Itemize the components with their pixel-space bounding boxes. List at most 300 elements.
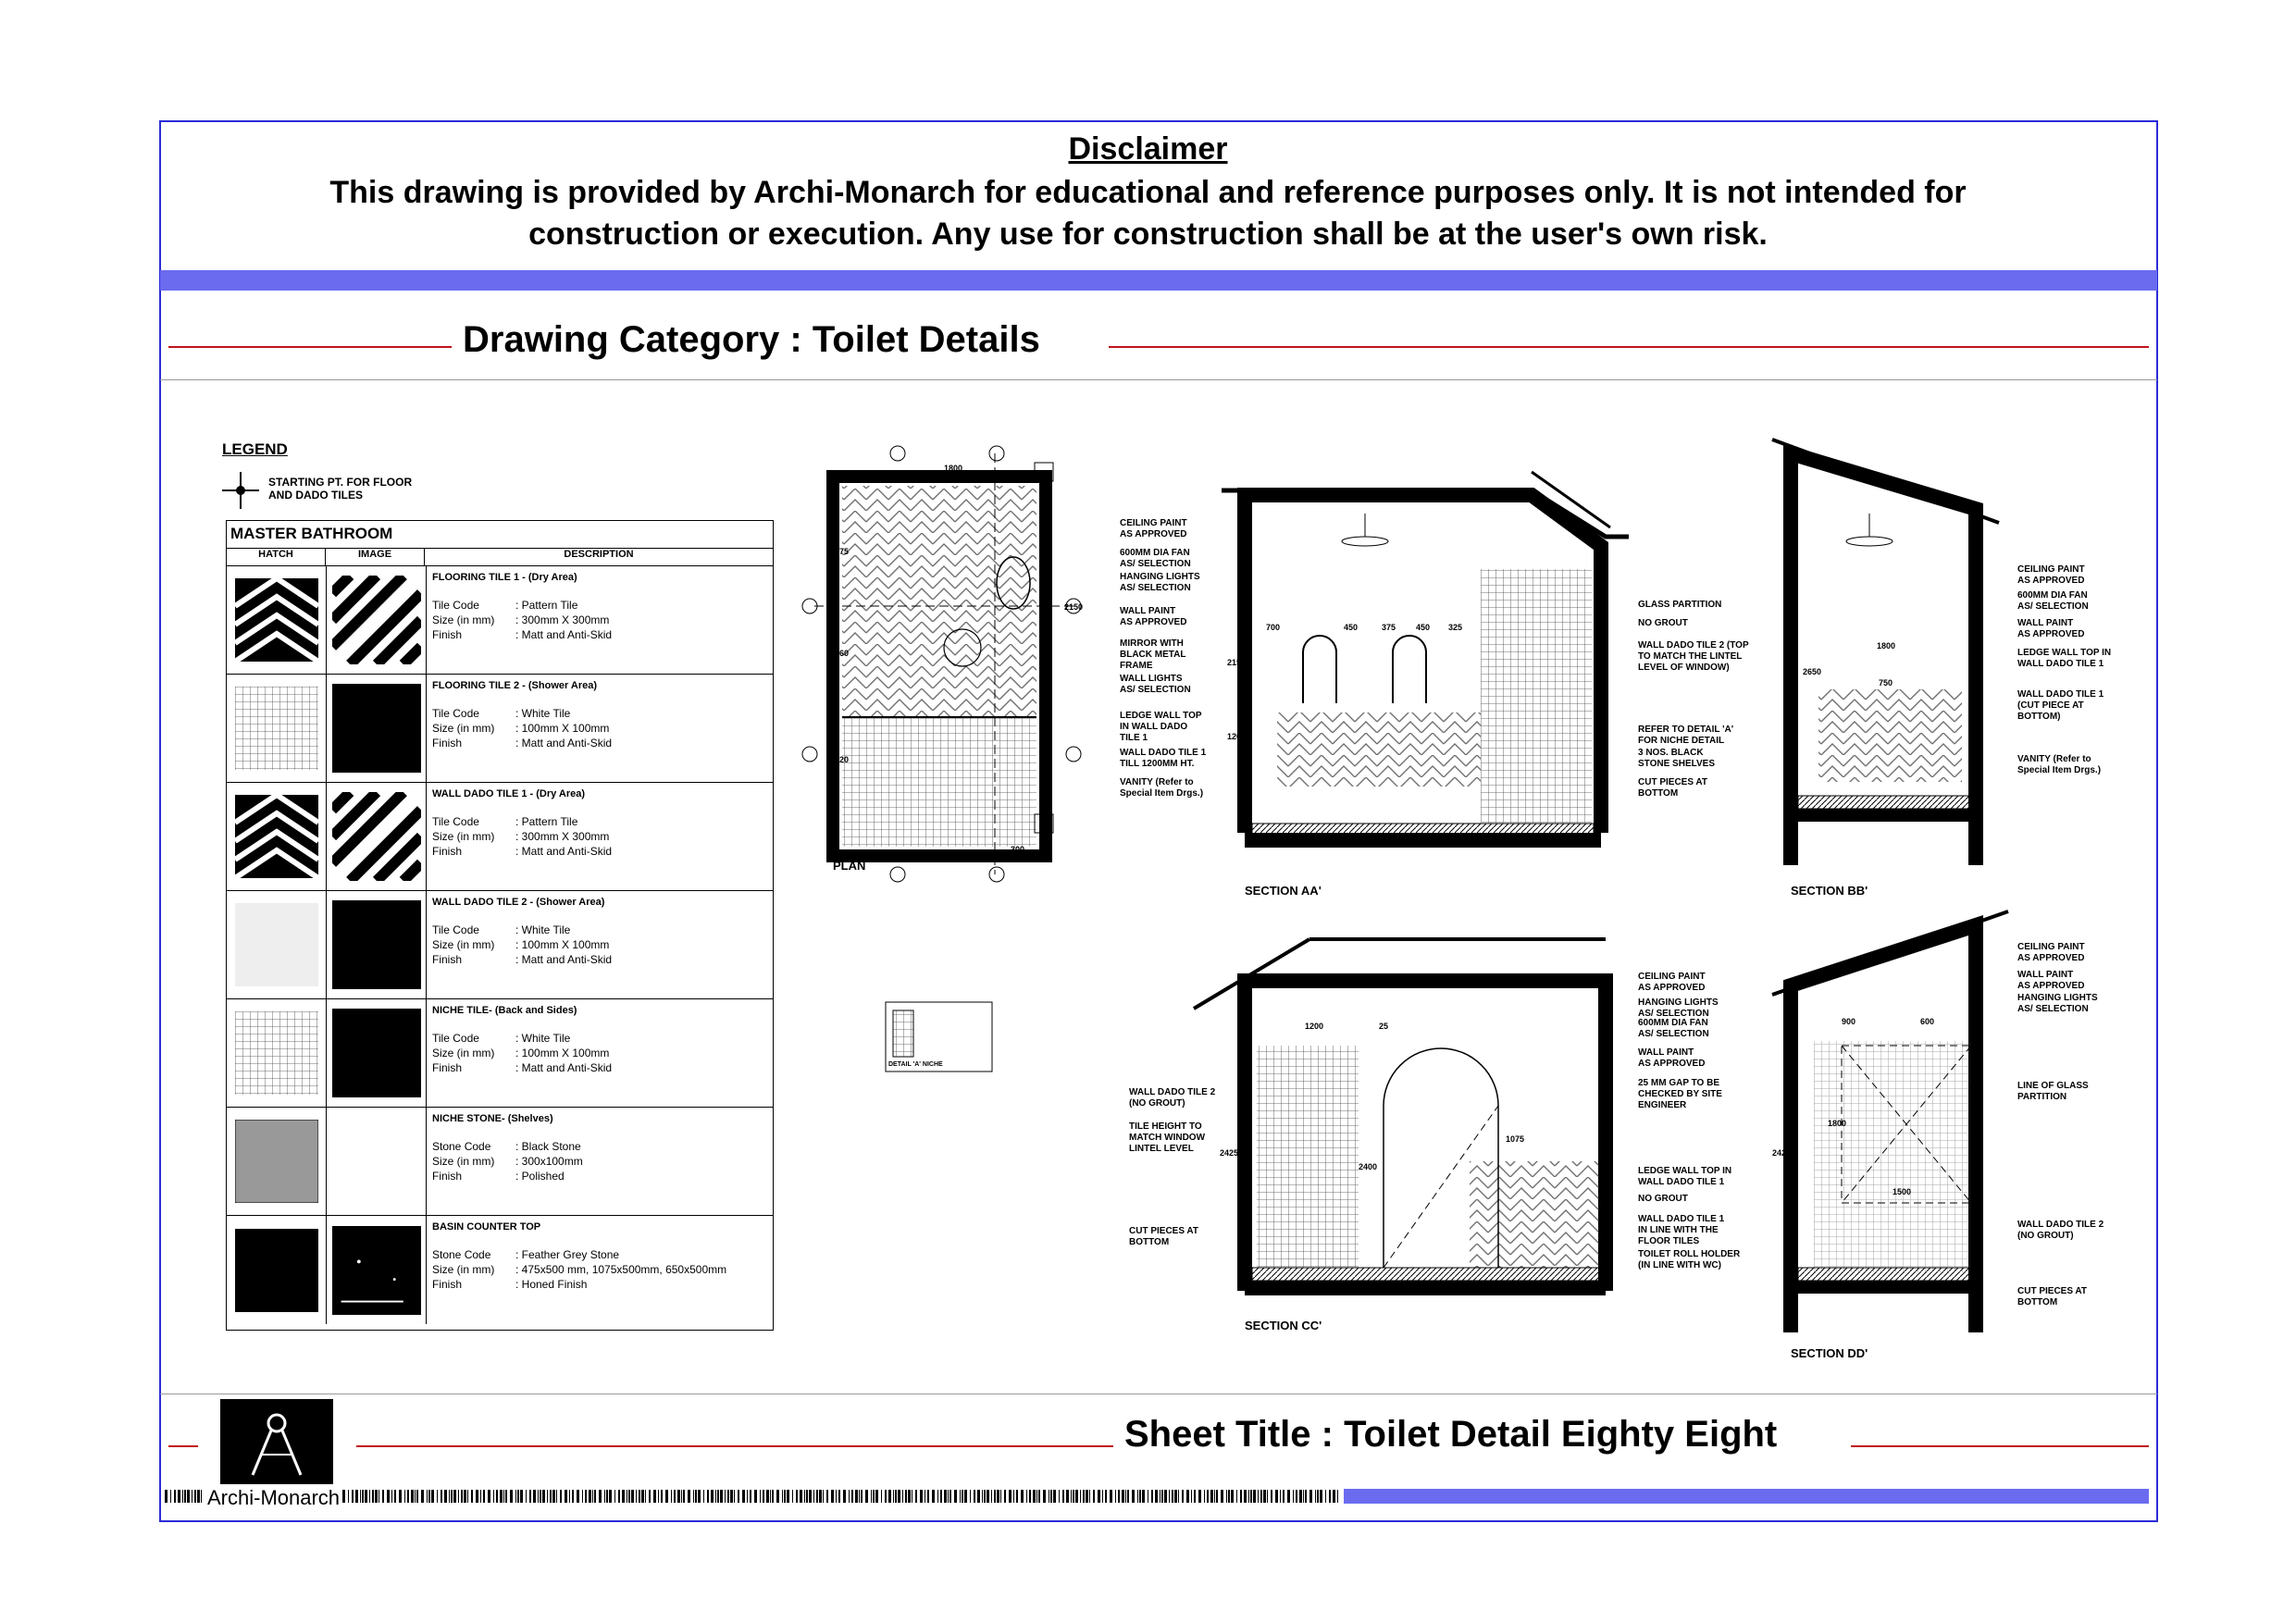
barcode-bar xyxy=(984,1490,986,1503)
barcode-bar xyxy=(552,1490,555,1503)
barcode-bar xyxy=(703,1490,704,1503)
sheet-rule-c xyxy=(1851,1445,2149,1447)
legend-item-title: WALL DADO TILE 1 - (Dry Area) xyxy=(432,788,586,799)
barcode-bar xyxy=(197,1490,200,1503)
col-hatch: HATCH xyxy=(227,549,326,565)
barcode-bar xyxy=(1271,1490,1272,1503)
barcode-bar xyxy=(1287,1490,1290,1503)
section-aa-drawing xyxy=(1222,472,1629,848)
legend-field: Finish : Matt and Anti-Skid xyxy=(432,737,613,750)
barcode-bar xyxy=(885,1490,887,1503)
col-description: DESCRIPTION xyxy=(564,549,634,560)
legend-title: LEGEND xyxy=(222,440,288,458)
barcode-bar xyxy=(800,1490,802,1503)
section-dd-drawing xyxy=(1772,911,2008,1332)
dimension-aa: 1200 xyxy=(1227,732,1247,741)
legend-field: Size (in mm) : 100mm X 100mm xyxy=(432,938,610,951)
sheet-rule-b xyxy=(356,1445,1113,1447)
barcode-bar xyxy=(488,1490,490,1503)
section-bb-title: SECTION BB' xyxy=(1791,884,1868,898)
barcode-bar xyxy=(1296,1490,1297,1503)
callout-bb: LEDGE WALL TOP IN WALL DADO TILE 1 xyxy=(2017,648,2112,669)
barcode-bar xyxy=(1216,1490,1218,1503)
barcode-bar xyxy=(1102,1490,1103,1503)
barcode-bar xyxy=(954,1490,957,1503)
barcode-bar xyxy=(1267,1490,1268,1503)
barcode-bar xyxy=(1142,1490,1145,1503)
callout-dd: WALL DADO TILE 2 (NO GROUT) xyxy=(2017,1220,2104,1241)
callout-cc: TOILET ROLL HOLDER (IN LINE WITH WC) xyxy=(1638,1249,1741,1270)
barcode-bar xyxy=(970,1490,971,1503)
barcode-bar xyxy=(1317,1490,1319,1503)
callout-aa: VANITY (Refer to Special Item Drgs.) xyxy=(1120,777,1204,799)
barcode-bar xyxy=(1194,1490,1196,1503)
callout-cc: TILE HEIGHT TO MATCH WINDOW LINTEL LEVEL xyxy=(1129,1121,1206,1154)
barcode-bar xyxy=(1062,1490,1064,1503)
barcode-bar xyxy=(387,1490,390,1503)
plan-drawing xyxy=(802,446,1084,882)
legend-field: Tile Code : White Tile xyxy=(432,923,571,936)
legend-field: Size (in mm) : 100mm X 100mm xyxy=(432,1047,610,1059)
brand-name: Archi-Monarch xyxy=(207,1486,341,1509)
barcode-bar xyxy=(766,1490,769,1503)
barcode-bar xyxy=(1280,1490,1281,1503)
barcode-bar xyxy=(170,1490,171,1503)
barcode-bar xyxy=(776,1490,779,1503)
barcode-bar xyxy=(1093,1490,1095,1503)
callout-aa: LEDGE WALL TOP IN WALL DADO TILE 1 xyxy=(1120,711,1202,743)
barcode-bar xyxy=(1303,1490,1304,1503)
dimension-dd: 1500 xyxy=(1893,1187,1912,1196)
callout-aa: WALL LIGHTS AS/ SELECTION xyxy=(1120,674,1191,695)
callout-aa: HANGING LIGHTS AS/ SELECTION xyxy=(1120,572,1200,593)
callout-bb: CEILING PAINT AS APPROVED xyxy=(2017,564,2085,586)
barcode-bar xyxy=(849,1490,850,1503)
barcode-bar xyxy=(1169,1490,1170,1503)
barcode-bar xyxy=(604,1490,605,1503)
barcode-bar xyxy=(618,1490,620,1503)
barcode-bar xyxy=(1178,1490,1179,1503)
barcode-bar xyxy=(813,1490,814,1503)
barcode-bar xyxy=(352,1490,354,1503)
legend-field: Size (in mm) : 475x500 mm, 1075x500mm, 650x500mm xyxy=(432,1263,727,1276)
barcode-bar xyxy=(592,1490,593,1503)
legend-field: Finish : Honed Finish xyxy=(432,1278,588,1291)
barcode-bar xyxy=(1174,1490,1177,1503)
section-cc-title: SECTION CC' xyxy=(1245,1319,1322,1332)
barcode-bar xyxy=(1089,1490,1090,1503)
barcode-bar xyxy=(391,1490,392,1503)
barcode-bar xyxy=(540,1490,541,1503)
dimension-aa: 450 xyxy=(1416,623,1431,632)
barcode-bar xyxy=(628,1490,630,1503)
legend-field: Finish : Matt and Anti-Skid xyxy=(432,845,613,858)
callout-aa: REFER TO DETAIL 'A' FOR NICHE DETAIL xyxy=(1638,725,1734,746)
barcode-bar xyxy=(467,1490,468,1503)
legend-table-title: MASTER BATHROOM xyxy=(227,521,773,549)
barcode-bar xyxy=(369,1490,370,1503)
barcode-bar xyxy=(881,1490,882,1503)
callout-cc: 25 MM GAP TO BE CHECKED BY SITE ENGINEER xyxy=(1638,1078,1722,1110)
barcode-bar xyxy=(639,1490,640,1503)
dimension-plan: 300 xyxy=(1011,845,1025,854)
barcode-bar xyxy=(1337,1490,1338,1503)
barcode-bar xyxy=(362,1490,364,1503)
barcode-bar xyxy=(1038,1490,1040,1503)
barcode-bar xyxy=(631,1490,634,1503)
legend-start-point-label: STARTING PT. FOR FLOOR AND DADO TILES xyxy=(268,476,413,502)
dimension-plan: 1500 xyxy=(935,850,954,860)
barcode-bar xyxy=(594,1490,596,1503)
dimension-plan: 2150 xyxy=(1064,602,1084,612)
section-dd-title: SECTION DD' xyxy=(1791,1346,1868,1360)
barcode-bar xyxy=(898,1490,900,1503)
barcode-bar xyxy=(920,1490,923,1503)
legend-item-title: WALL DADO TILE 2 - (Shower Area) xyxy=(432,897,605,908)
barcode-bar xyxy=(480,1490,481,1503)
barcode-bar xyxy=(496,1490,498,1503)
legend-field: Size (in mm) : 300mm X 300mm xyxy=(432,613,610,626)
callout-bb: 600MM DIA FAN AS/ SELECTION xyxy=(2017,590,2089,612)
barcode-bar xyxy=(962,1490,963,1503)
legend-field: Size (in mm) : 300mm X 300mm xyxy=(432,830,610,843)
barcode-bar xyxy=(1207,1490,1209,1503)
barcode-bar xyxy=(510,1490,513,1503)
barcode-bar xyxy=(750,1490,751,1503)
barcode-bar xyxy=(483,1490,485,1503)
callout-aa: 600MM DIA FAN AS/ SELECTION xyxy=(1120,548,1191,569)
barcode-bar xyxy=(1151,1490,1153,1503)
detail-a-title: DETAIL 'A' NICHE xyxy=(888,1061,943,1068)
barcode-bar xyxy=(859,1490,860,1503)
barcode-bar xyxy=(437,1490,438,1503)
barcode-bar xyxy=(1293,1490,1294,1503)
barcode-bar xyxy=(453,1490,456,1503)
barcode-bar xyxy=(165,1490,168,1503)
barcode-bar xyxy=(937,1490,938,1503)
callout-dd: CEILING PAINT AS APPROVED xyxy=(2017,942,2085,963)
barcode-bar xyxy=(944,1490,947,1503)
dimension-cc: 2425 xyxy=(1220,1148,1239,1158)
barcode-bar xyxy=(614,1490,615,1503)
callout-cc: NO GROUT xyxy=(1638,1194,1688,1204)
barcode-bar xyxy=(707,1490,709,1503)
dimension-dd: 2425 xyxy=(1772,1148,1792,1158)
legend-field: Finish : Matt and Anti-Skid xyxy=(432,628,613,641)
barcode-bar xyxy=(1029,1490,1031,1503)
barcode-bar xyxy=(806,1490,808,1503)
barcode-bar xyxy=(658,1490,659,1503)
barcode-bar xyxy=(738,1490,739,1503)
dimension-aa: 450 xyxy=(1344,623,1359,632)
barcode-bar xyxy=(1228,1490,1230,1503)
legend-field: Tile Code : White Tile xyxy=(432,1032,571,1045)
barcode-bar xyxy=(671,1490,672,1503)
barcode-bar xyxy=(415,1490,416,1503)
barcode-bar xyxy=(653,1490,656,1503)
barcode-bar xyxy=(184,1490,186,1503)
legend-item-title: FLOORING TILE 1 - (Dry Area) xyxy=(432,572,577,583)
barcode-bar xyxy=(991,1490,992,1503)
dimension-bb: 2650 xyxy=(1803,667,1822,676)
barcode-bar xyxy=(796,1490,798,1503)
dimension-cc: 1075 xyxy=(1506,1134,1525,1144)
barcode-bar xyxy=(533,1490,536,1503)
barcode-bar xyxy=(1118,1490,1120,1503)
callout-aa: 3 NOS. BLACK STONE SHELVES xyxy=(1638,748,1715,769)
barcode-bar xyxy=(1182,1490,1184,1503)
barcode-bar xyxy=(927,1490,929,1503)
barcode-bar xyxy=(1075,1490,1078,1503)
barcode-bar xyxy=(665,1490,668,1503)
barcode-bar xyxy=(372,1490,374,1503)
barcode-bar xyxy=(693,1490,694,1503)
dimension-cc: 2400 xyxy=(1359,1162,1378,1171)
barcode-bar xyxy=(649,1490,651,1503)
barcode-bar xyxy=(556,1490,557,1503)
callout-cc: CUT PIECES AT BOTTOM xyxy=(1129,1226,1199,1247)
disclaimer-line-2: construction or execution. Any use for construction shall be at the user's own risk. xyxy=(528,217,1768,252)
barcode-bar xyxy=(599,1490,602,1503)
barcode-bar xyxy=(1260,1490,1262,1503)
barcode-bar xyxy=(503,1490,504,1503)
legend-field: Finish : Matt and Anti-Skid xyxy=(432,953,613,966)
barcode-bar xyxy=(1299,1490,1302,1503)
barcode-bar xyxy=(1172,1490,1173,1503)
barcode-bar xyxy=(826,1490,828,1503)
dimension-dd: 600 xyxy=(1920,1017,1935,1026)
barcode-bar xyxy=(677,1490,680,1503)
barcode-bar xyxy=(365,1490,367,1503)
barcode-bar xyxy=(843,1490,846,1503)
callout-dd: CUT PIECES AT BOTTOM xyxy=(2017,1286,2088,1307)
barcode-bar xyxy=(1050,1490,1052,1503)
barcode-bar xyxy=(908,1490,911,1503)
barcode-bar xyxy=(1244,1490,1247,1503)
dimension-dd: 1800 xyxy=(1828,1119,1847,1128)
barcode-bar xyxy=(1080,1490,1081,1503)
barcode-bar xyxy=(1083,1490,1085,1503)
barcode-bar xyxy=(1139,1490,1141,1503)
sheet-title: Sheet Title : Toilet Detail Eighty Eight xyxy=(1124,1414,1778,1455)
barcode-bar xyxy=(688,1490,690,1503)
barcode-bar xyxy=(902,1490,903,1503)
barcode-bar xyxy=(1036,1490,1037,1503)
col-image: IMAGE xyxy=(326,549,425,565)
callout-cc: HANGING LIGHTS AS/ SELECTION xyxy=(1638,997,1719,1019)
legend-field: Finish : Matt and Anti-Skid xyxy=(432,1061,613,1074)
barcode-bar xyxy=(1073,1490,1074,1503)
barcode-bar xyxy=(1021,1490,1024,1503)
barcode-bar xyxy=(1071,1490,1072,1503)
barcode-bar xyxy=(609,1490,612,1503)
barcode-bar xyxy=(772,1490,774,1503)
callout-dd: WALL PAINT AS APPROVED xyxy=(2017,970,2085,991)
sheet-rule-a xyxy=(168,1445,198,1447)
callout-cc: 600MM DIA FAN AS/ SELECTION xyxy=(1638,1018,1709,1039)
barcode-bar xyxy=(449,1490,450,1503)
barcode-bar xyxy=(974,1490,975,1503)
barcode-bar xyxy=(873,1490,875,1503)
barcode-bar xyxy=(375,1490,378,1503)
barcode-bar xyxy=(747,1490,748,1503)
barcode-bar xyxy=(754,1490,757,1503)
barcode-bar xyxy=(538,1490,539,1503)
barcode-bar xyxy=(464,1490,466,1503)
barcode-bar xyxy=(809,1490,812,1503)
barcode-bar xyxy=(428,1490,430,1503)
barcode-bar xyxy=(1155,1490,1158,1503)
barcode-bar xyxy=(932,1490,935,1503)
callout-aa: CUT PIECES AT BOTTOM xyxy=(1638,777,1708,799)
barcode-bar xyxy=(1043,1490,1046,1503)
barcode-bar xyxy=(399,1490,402,1503)
barcode-bar xyxy=(715,1490,716,1503)
barcode-bar xyxy=(720,1490,723,1503)
barcode-bar xyxy=(416,1490,418,1503)
dimension-plan: 1060 xyxy=(830,649,850,658)
barcode-bar xyxy=(458,1490,459,1503)
barcode-bar xyxy=(823,1490,824,1503)
barcode-bar xyxy=(661,1490,663,1503)
barcode-bar xyxy=(404,1490,405,1503)
barcode-bar xyxy=(787,1490,789,1503)
barcode-bar xyxy=(1236,1490,1237,1503)
section-cc-drawing xyxy=(1194,939,1606,1295)
barcode-bar xyxy=(1098,1490,1100,1503)
barcode-bar xyxy=(760,1490,761,1503)
barcode-bar xyxy=(201,1490,202,1503)
barcode-bar xyxy=(875,1490,878,1503)
barcode-bar xyxy=(964,1490,967,1503)
barcode-bar xyxy=(1221,1490,1223,1503)
dimension-aa: 700 xyxy=(1266,623,1281,632)
barcode-bar xyxy=(178,1490,180,1503)
barcode-bar xyxy=(1009,1490,1011,1503)
barcode-bar xyxy=(636,1490,637,1503)
barcode-bar xyxy=(585,1490,587,1503)
barcode-bar xyxy=(1250,1490,1252,1503)
barcode-bar xyxy=(727,1490,729,1503)
barcode-bar xyxy=(734,1490,735,1503)
barcode-bar xyxy=(1033,1490,1036,1503)
barcode-bar xyxy=(1186,1490,1189,1503)
barcode-bar xyxy=(681,1490,682,1503)
callout-aa: GLASS PARTITION xyxy=(1638,600,1722,610)
disclaimer-title: Disclaimer xyxy=(1068,131,1228,167)
barcode-bar xyxy=(641,1490,644,1503)
callout-bb: WALL PAINT AS APPROVED xyxy=(2017,618,2085,639)
dimension-dd: 900 xyxy=(1842,1017,1856,1026)
barcode-bar xyxy=(1132,1490,1135,1503)
disclaimer-line-1: This drawing is provided by Archi-Monarch for educational and reference purposes only. It is not intended for xyxy=(329,175,1967,210)
barcode-bar xyxy=(683,1490,685,1503)
barcode-bar xyxy=(888,1490,891,1503)
barcode-bar xyxy=(711,1490,714,1503)
barcode-bar xyxy=(871,1490,872,1503)
callout-bb: WALL DADO TILE 1 (CUT PIECE AT BOTTOM) xyxy=(2017,689,2104,722)
barcode-bar xyxy=(606,1490,608,1503)
barcode-bar xyxy=(1110,1490,1112,1503)
legend-field: Stone Code : Feather Grey Stone xyxy=(432,1248,620,1261)
barcode-bar xyxy=(725,1490,726,1503)
barcode-bar xyxy=(1016,1490,1018,1503)
barcode-bar xyxy=(565,1490,567,1503)
legend-field: Tile Code : Pattern Tile xyxy=(432,599,578,612)
barcode-bar xyxy=(763,1490,764,1503)
barcode-bar xyxy=(1305,1490,1307,1503)
barcode-bar xyxy=(895,1490,897,1503)
barcode-bar xyxy=(547,1490,548,1503)
barcode-bar xyxy=(1026,1490,1027,1503)
barcode-bar xyxy=(441,1490,442,1503)
barcode-bar xyxy=(1161,1490,1163,1503)
barcode-bar xyxy=(997,1490,999,1503)
footer-band xyxy=(1344,1489,2149,1504)
barcode-bar xyxy=(182,1490,183,1503)
barcode-bar xyxy=(1059,1490,1060,1503)
legend-item-title: NICHE TILE- (Back and Sides) xyxy=(432,1005,577,1016)
barcode-bar xyxy=(394,1490,396,1503)
barcode-bar xyxy=(1329,1490,1331,1503)
callout-cc: LEDGE WALL TOP IN WALL DADO TILE 1 xyxy=(1638,1166,1732,1187)
legend-field: Size (in mm) : 100mm X 100mm xyxy=(432,722,610,735)
barcode-bar xyxy=(1086,1490,1088,1503)
legend-item-title: BASIN COUNTER TOP xyxy=(432,1221,541,1233)
barcode-bar xyxy=(569,1490,570,1503)
barcode-bar xyxy=(1258,1490,1259,1503)
barcode-bar xyxy=(742,1490,745,1503)
barcode-bar xyxy=(1315,1490,1316,1503)
barcode-bar xyxy=(360,1490,361,1503)
callout-cc: CEILING PAINT AS APPROVED xyxy=(1638,972,1706,993)
legend-field: Tile Code : Pattern Tile xyxy=(432,815,578,828)
barcode-bar xyxy=(948,1490,949,1503)
barcode-bar xyxy=(695,1490,697,1503)
barcode-bar xyxy=(461,1490,463,1503)
callout-bb: VANITY (Refer to Special Item Drgs.) xyxy=(2017,754,2102,775)
barcode-bar xyxy=(698,1490,701,1503)
barcode-bar xyxy=(1137,1490,1138,1503)
barcode-bar xyxy=(348,1490,349,1503)
barcode-bar xyxy=(1053,1490,1056,1503)
drawing-category: Drawing Category : Toilet Details xyxy=(463,319,1040,360)
barcode-bar xyxy=(500,1490,503,1503)
barcode-bar xyxy=(770,1490,771,1503)
barcode-bar xyxy=(792,1490,793,1503)
barcode-bar xyxy=(529,1490,531,1503)
barcode-bar xyxy=(526,1490,527,1503)
barcode-bar xyxy=(1115,1490,1116,1503)
dimension-plan: 1220 xyxy=(830,755,850,764)
barcode-bar xyxy=(1198,1490,1201,1503)
barcode-bar xyxy=(730,1490,733,1503)
barcode-bar xyxy=(804,1490,805,1503)
barcode-bar xyxy=(1127,1490,1129,1503)
barcode-bar xyxy=(838,1490,840,1503)
barcode-bar xyxy=(421,1490,424,1503)
barcode-bar xyxy=(505,1490,507,1503)
barcode-bar xyxy=(865,1490,868,1503)
barcode-bar xyxy=(517,1490,519,1503)
barcode-bar xyxy=(893,1490,894,1503)
barcode-bar xyxy=(977,1490,980,1503)
barcode-bar xyxy=(407,1490,409,1503)
barcode-bar xyxy=(542,1490,545,1503)
barcode-bar xyxy=(187,1490,190,1503)
barcode-bar xyxy=(915,1490,917,1503)
barcode-bar xyxy=(949,1490,951,1503)
